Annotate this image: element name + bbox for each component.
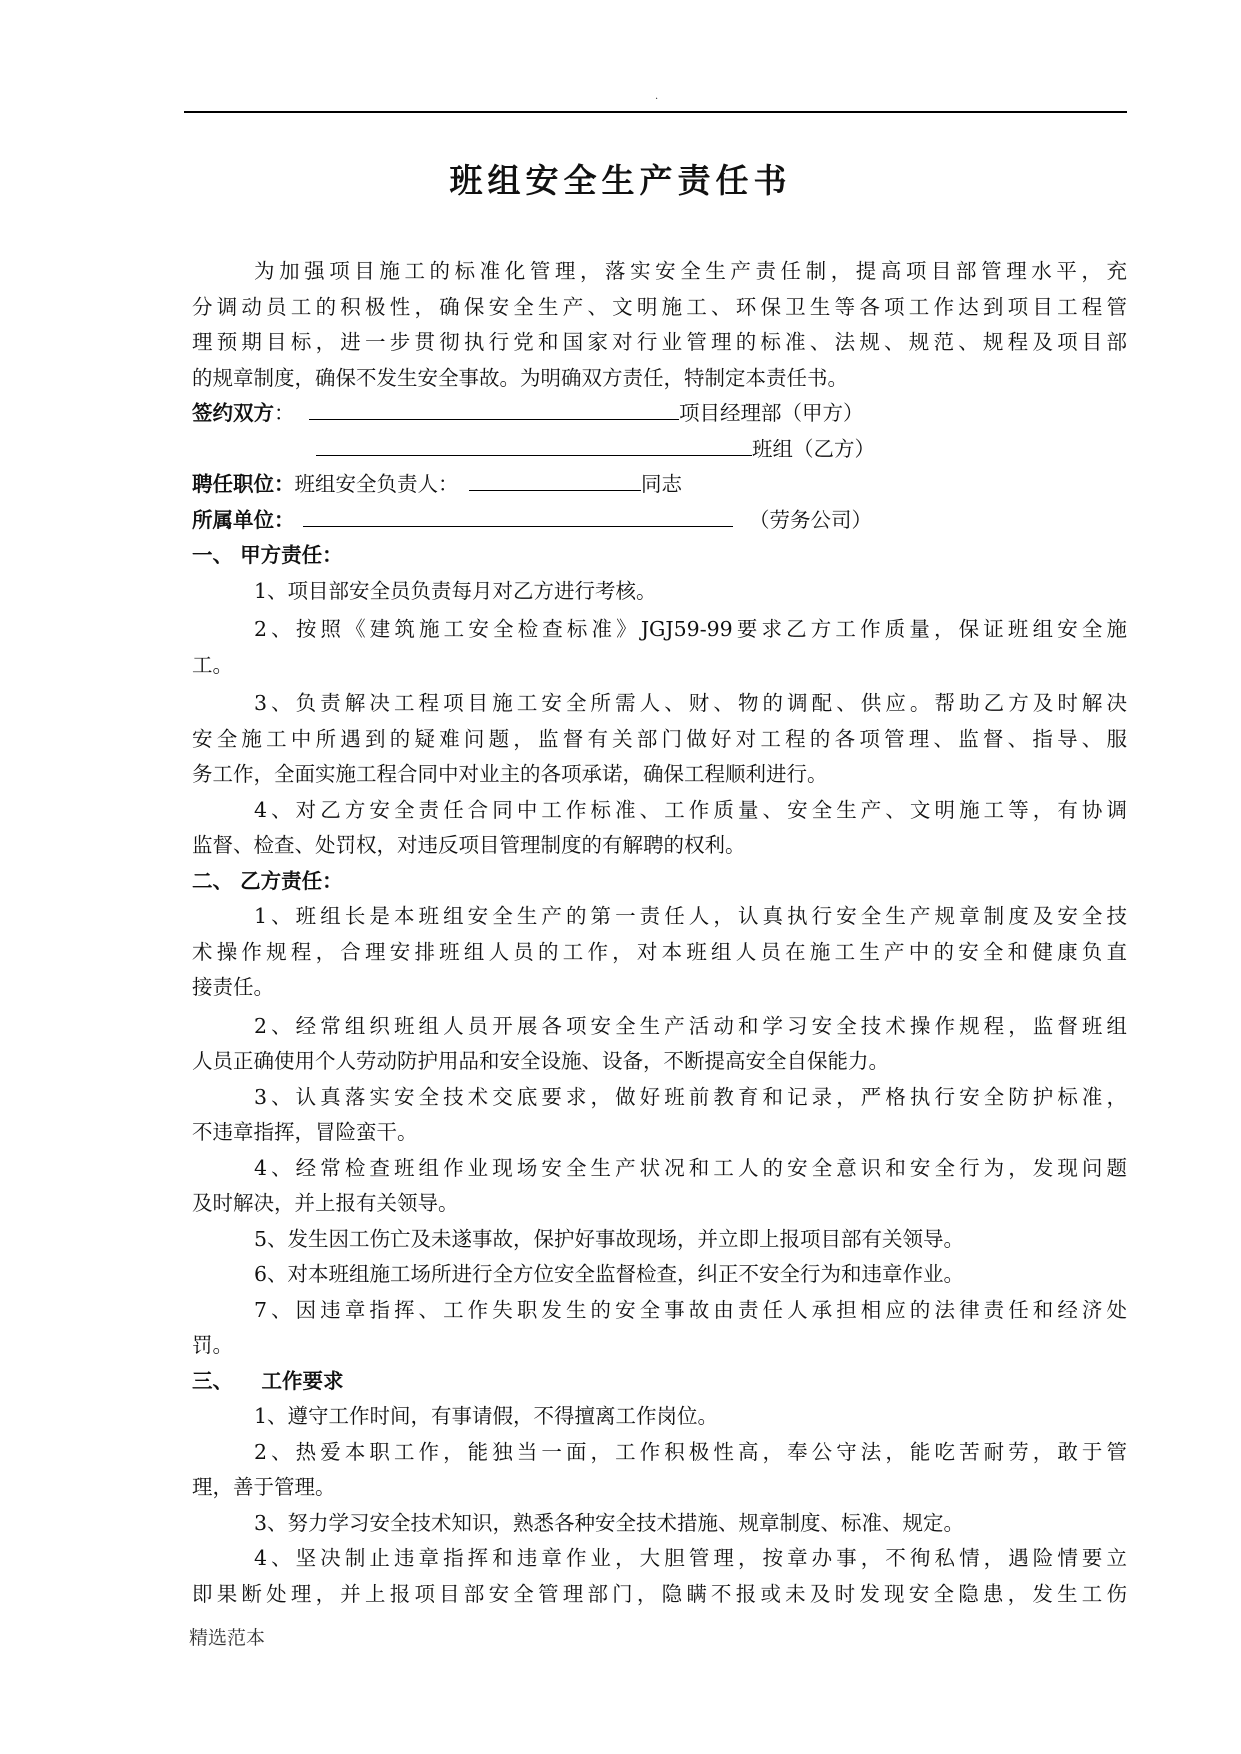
position-blank[interactable] [469, 468, 641, 491]
clause-line: 6、对本班组施工场所进行全方位安全监督检查，纠正不安全行为和违章作业。 [254, 1262, 965, 1286]
intro-line: 为加强项目施工的标准化管理，落实安全生产责任制，提高项目部管理水平，充 [254, 259, 1127, 283]
party-a-suffix: 项目经理部（甲方） [679, 401, 864, 425]
clause-line: 7、因违章指挥、工作失职发生的安全事故由责任人承担相应的法律责任和经济处 [254, 1297, 1127, 1322]
party-b-suffix: 班组（乙方） [752, 436, 875, 461]
unit-row [192, 503, 1127, 539]
clause-line: 3、努力学习安全技术知识，熟悉各种安全技术措施、规章制度、标准、规定。 [254, 1510, 965, 1535]
footer-note: 精选范本 [189, 1627, 266, 1649]
header-mark: . [655, 91, 659, 102]
section-heading-party-a: 一、 甲方责任： [192, 543, 343, 567]
clause-line: 务工作，全面实施工程合同中对业主的各项承诺，确保工程顺利进行。 [192, 762, 828, 786]
clause-line: 1、项目部安全员负责每月对乙方进行考核。 [254, 578, 657, 603]
unit-blank[interactable] [303, 504, 733, 527]
clause-line: 1、班组长是本班组安全生产的第一责任人，认真执行安全生产规章制度及安全技 [254, 904, 1127, 928]
section-heading-work-requirements: 三、 工作要求 [192, 1368, 344, 1393]
position-text: 班组安全负责人： [294, 472, 459, 496]
position-label: 聘任职位： [192, 472, 295, 496]
clause-line: 5、发生因工伤亡及未遂事故，保护好事故现场，并立即上报项目部有关领导。 [254, 1226, 965, 1251]
clause-line: 3、负责解决工程项目施工安全所需人、财、物的调配、供应。帮助乙方及时解决 [254, 691, 1127, 715]
position-suffix: 同志 [641, 472, 683, 496]
clause-line: 人员正确使用个人劳动防护用品和安全设施、设备，不断提高安全自保能力。 [192, 1049, 889, 1073]
header-rule [184, 111, 1127, 113]
clause-line: 3、认真落实安全技术交底要求，做好班前教育和记录，严格执行安全防护标准， [254, 1084, 1127, 1109]
clause-line: 4、坚决制止违章指挥和违章作业，大胆管理，按章办事，不徇私情，遇险情要立 [254, 1546, 1127, 1570]
clause-line: 4、经常检查班组作业现场安全生产状况和工人的安全意识和安全行为，发现问题 [254, 1155, 1127, 1180]
clause-line: 4、对乙方安全责任合同中工作标准、工作质量、安全生产、文明施工等，有协调 [254, 797, 1127, 822]
clause-line: 接责任。 [192, 975, 274, 999]
clause-line: 安全施工中所遇到的疑难问题，监督有关部门做好对工程的各项管理、监督、指导、服 [192, 726, 1127, 751]
document-title: 班组安全生产责任书 [449, 161, 792, 200]
parties-label: 签约双方 [192, 401, 274, 425]
intro-line: 理预期目标，进一步贯彻执行党和国家对行业管理的标准、法规、规范、规程及项目部 [192, 330, 1127, 354]
clause-line: 2、按照《建筑施工安全检查标准》JGJ59-99要求乙方工作质量，保证班组安全施 [254, 617, 1127, 641]
document-body [192, 254, 1127, 1612]
unit-label: 所属单位： [192, 507, 295, 532]
clause-line: 术操作规程，合理安排班组人员的工作，对本班组人员在施工生产中的安全和健康负直 [192, 939, 1127, 964]
clause-line: 罚。 [192, 1333, 233, 1357]
clause-line: 不违章指挥，冒险蛮干。 [192, 1120, 418, 1144]
clause-line: 工。 [192, 652, 233, 677]
party-b-row [192, 432, 1127, 468]
intro-line: 的规章制度，确保不发生安全事故。为明确双方责任，特制定本责任书。 [192, 365, 848, 390]
intro-line: 分调动员工的积极性，确保安全生产、文明施工、环保卫生等各项工作达到项目工程管 [192, 294, 1127, 319]
position-row [192, 467, 1127, 503]
clause-line: 1、遵守工作时间，有事请假，不得擅离工作岗位。 [254, 1404, 719, 1428]
unit-suffix: （劳务公司） [749, 507, 873, 532]
clause-line: 及时解决，并上报有关领导。 [192, 1191, 459, 1215]
clause-line: 即果断处理，并上报项目部安全管理部门，隐瞒不报或未及时发现安全隐患，发生工伤 [192, 1581, 1127, 1606]
clause-line: 监督、检查、处罚权，对违反项目管理制度的有解聘的权利。 [192, 833, 746, 857]
section-heading-party-b: 二、 乙方责任： [192, 868, 343, 893]
clause-line: 2、经常组织班组人员开展各项安全生产活动和学习安全技术操作规程，监督班组 [254, 1013, 1127, 1038]
parties-row [192, 396, 1127, 432]
clause-line: 2、热爱本职工作，能独当一面，工作积极性高，奉公守法，能吃苦耐劳，敢于管 [254, 1439, 1127, 1464]
party-a-blank[interactable] [309, 397, 679, 420]
parties-colon: ： [274, 401, 295, 425]
clause-line: 理，善于管理。 [192, 1475, 336, 1499]
party-b-blank[interactable] [316, 433, 752, 456]
